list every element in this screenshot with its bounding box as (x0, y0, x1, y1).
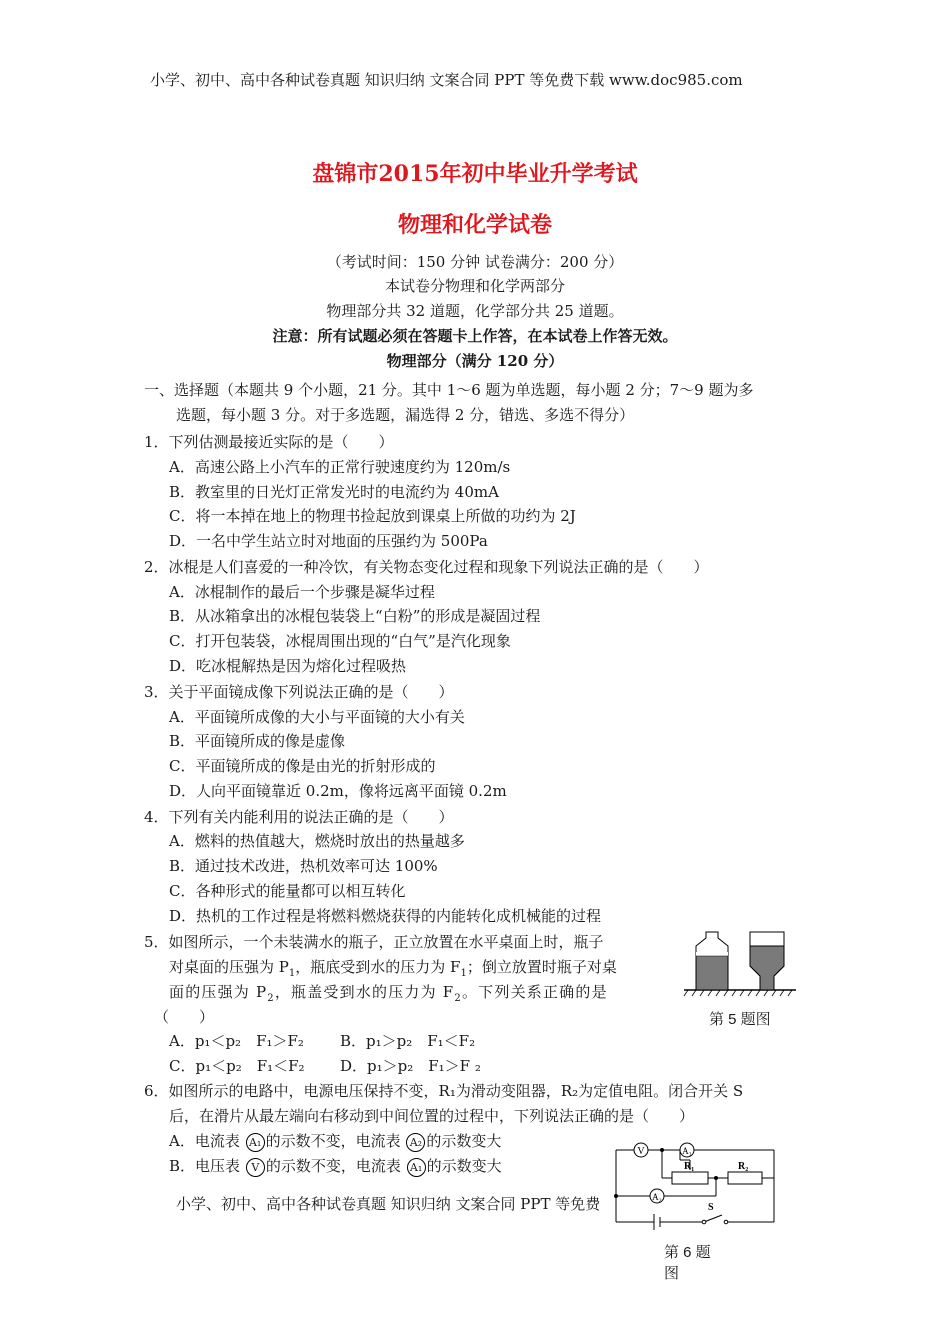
q5-option-c: C．p₁＜p₂ F₁＜F₂ (169, 1057, 305, 1075)
q4-option-d: D．热机的工作过程是将燃料燃烧获得的内能转化成机械能的过程 (169, 907, 602, 925)
voltmeter-icon: V (246, 1158, 265, 1177)
q3-option-b: B．平面镜所成的像是虚像 (169, 732, 346, 750)
q1-option-b: B．教室里的日光灯正常发光时的电流约为 40mA (169, 483, 499, 501)
exam-time-line: （考试时间：150 分钟 试卷满分：200 分） (326, 253, 624, 271)
instructions-line-2: 选题，每小题 3 分。对于多选题，漏选得 2 分，错选、多选不得分） (176, 406, 635, 424)
circuit-a2-label: A₂ (652, 1192, 662, 1202)
q3-option-c: C．平面镜所成的像是由光的折射形成的 (169, 757, 436, 775)
q2-option-d: D．吃冰棍解热是因为熔化过程吸热 (169, 657, 407, 675)
q1-option-c: C．将一本掉在地上的物理书捡起放到课桌上所做的功约为 2J (169, 507, 576, 525)
exam-parts-line: 本试卷分物理和化学两部分 (384, 277, 565, 295)
q1-option-a: A．高速公路上小汽车的正常行驶速度约为 120m/s (169, 458, 511, 476)
q2-option-c: C．打开包装袋，冰棍周围出现的“白气”是汽化现象 (169, 632, 511, 650)
q5-bottle-figure (680, 926, 800, 998)
q3-option-d: D．人向平面镜靠近 0.2m，像将远离平面镜 0.2m (169, 782, 507, 800)
exam-notice: 注意：所有试题必须在答题卡上作答，在本试卷上作答无效。 (272, 327, 678, 345)
circuit-voltmeter-label: V (637, 1146, 645, 1157)
page-header: 小学、初中、高中各种试卷真题 知识归纳 文案合同 PPT 等免费下载 www.doc985.com (150, 71, 743, 89)
circuit-switch-label: S (708, 1202, 714, 1213)
circuit-a1-label: A₁ (682, 1146, 692, 1156)
q4-option-b: B．通过技术改进，热机效率可达 100% (169, 857, 438, 875)
q4-option-a: A．燃料的热值越大，燃烧时放出的热量越多 (169, 832, 465, 850)
q2-stem: 2．冰棍是人们喜爱的一种冷饮，有关物态变化过程和现象下列说法正确的是（ ） (144, 558, 709, 576)
q2-option-b: B．从冰箱拿出的冰棍包装袋上“白粉”的形成是凝固过程 (169, 607, 541, 625)
circuit-voltmeter (634, 1143, 648, 1157)
q4-option-c: C．各种形式的能量都可以相互转化 (169, 882, 406, 900)
q1-option-d: D．一名中学生站立时对地面的压强约为 500Pa (169, 532, 488, 550)
q6-line-1: 6．如图所示的电路中，电源电压保持不变，R₁为滑动变阻器，R₂为定值电阻。闭合开关 S (144, 1082, 744, 1100)
upright-bottle (696, 932, 728, 990)
q6-circuit-figure (612, 1138, 792, 1230)
q5-option-b: B．p₁＞p₂ F₁＜F₂ (340, 1032, 476, 1050)
q6-figure-caption-2: 图 (664, 1265, 680, 1282)
ammeter-a1-icon: A₁ (407, 1158, 426, 1177)
q5-line-4: （ ） (154, 1008, 215, 1026)
q5-line-1: 5．如图所示，一个未装满水的瓶子，正立放置在水平桌面上时，瓶子 (144, 933, 604, 951)
exam-subtitle: 物理和化学试卷 (397, 212, 552, 238)
circuit-ammeter-a1 (680, 1143, 694, 1157)
exam-title: 盘锦市2015年初中毕业升学考试 (312, 161, 638, 187)
exam-count-line: 物理部分共 32 道题，化学部分共 25 道题。 (326, 302, 624, 320)
section-heading: 物理部分（满分 120 分） (386, 352, 564, 370)
q5-line-2: 对桌面的压强为 $P_1$，瓶底受到水的压力为 $F_1$；倒立放置时瓶子对桌 (169, 958, 617, 979)
circuit-r1-label: R₁ (684, 1161, 695, 1172)
q1-stem: 1．下列估测最接近实际的是（ ） (144, 433, 394, 451)
circuit-ammeter-a2 (650, 1189, 664, 1203)
q5-line-3: 面的压强为 $P_2$，瓶盖受到水的压力为 $F_2$。下列关系正确的是 (169, 983, 608, 1004)
q3-option-a: A．平面镜所成像的大小与平面镜的大小有关 (169, 708, 465, 726)
q6-figure-caption-1: 第 6 题 (664, 1244, 711, 1261)
q4-stem: 4．下列有关内能利用的说法正确的是（ ） (144, 808, 454, 826)
q5-option-a: A．p₁＜p₂ F₁＞F₂ (169, 1032, 304, 1050)
q6-option-b: B．电压表 V 的示数不变，电流表 A₁ 的示数变大 (169, 1157, 502, 1175)
ammeter-a2-icon: A₂ (406, 1133, 425, 1152)
q5-figure-caption: 第 5 题图 (709, 1011, 771, 1028)
instructions-line-1: 一、选择题（本题共 9 个小题，21 分。其中 1～6 题为单选题，每小题 2 分；7～9 题为多 (144, 381, 754, 399)
q3-stem: 3．关于平面镜成像下列说法正确的是（ ） (144, 683, 454, 701)
inverted-bottle (750, 932, 784, 990)
ammeter-a1-icon: A₁ (246, 1133, 265, 1152)
q6-line-2: 后，在滑片从最左端向右移动到中间位置的过程中，下列说法正确的是（ ） (169, 1107, 695, 1125)
q6-option-a: A．电流表 A₁ 的示数不变，电流表 A₂ 的示数变大 (169, 1132, 502, 1150)
circuit-r2-label: R₂ (738, 1161, 749, 1172)
q2-option-a: A．冰棍制作的最后一个步骤是凝华过程 (169, 583, 435, 601)
page-footer: 小学、初中、高中各种试卷真题 知识归纳 文案合同 PPT 等免费 (176, 1195, 601, 1213)
q5-option-d: D．p₁＞p₂ F₁＞F ₂ (340, 1057, 481, 1075)
